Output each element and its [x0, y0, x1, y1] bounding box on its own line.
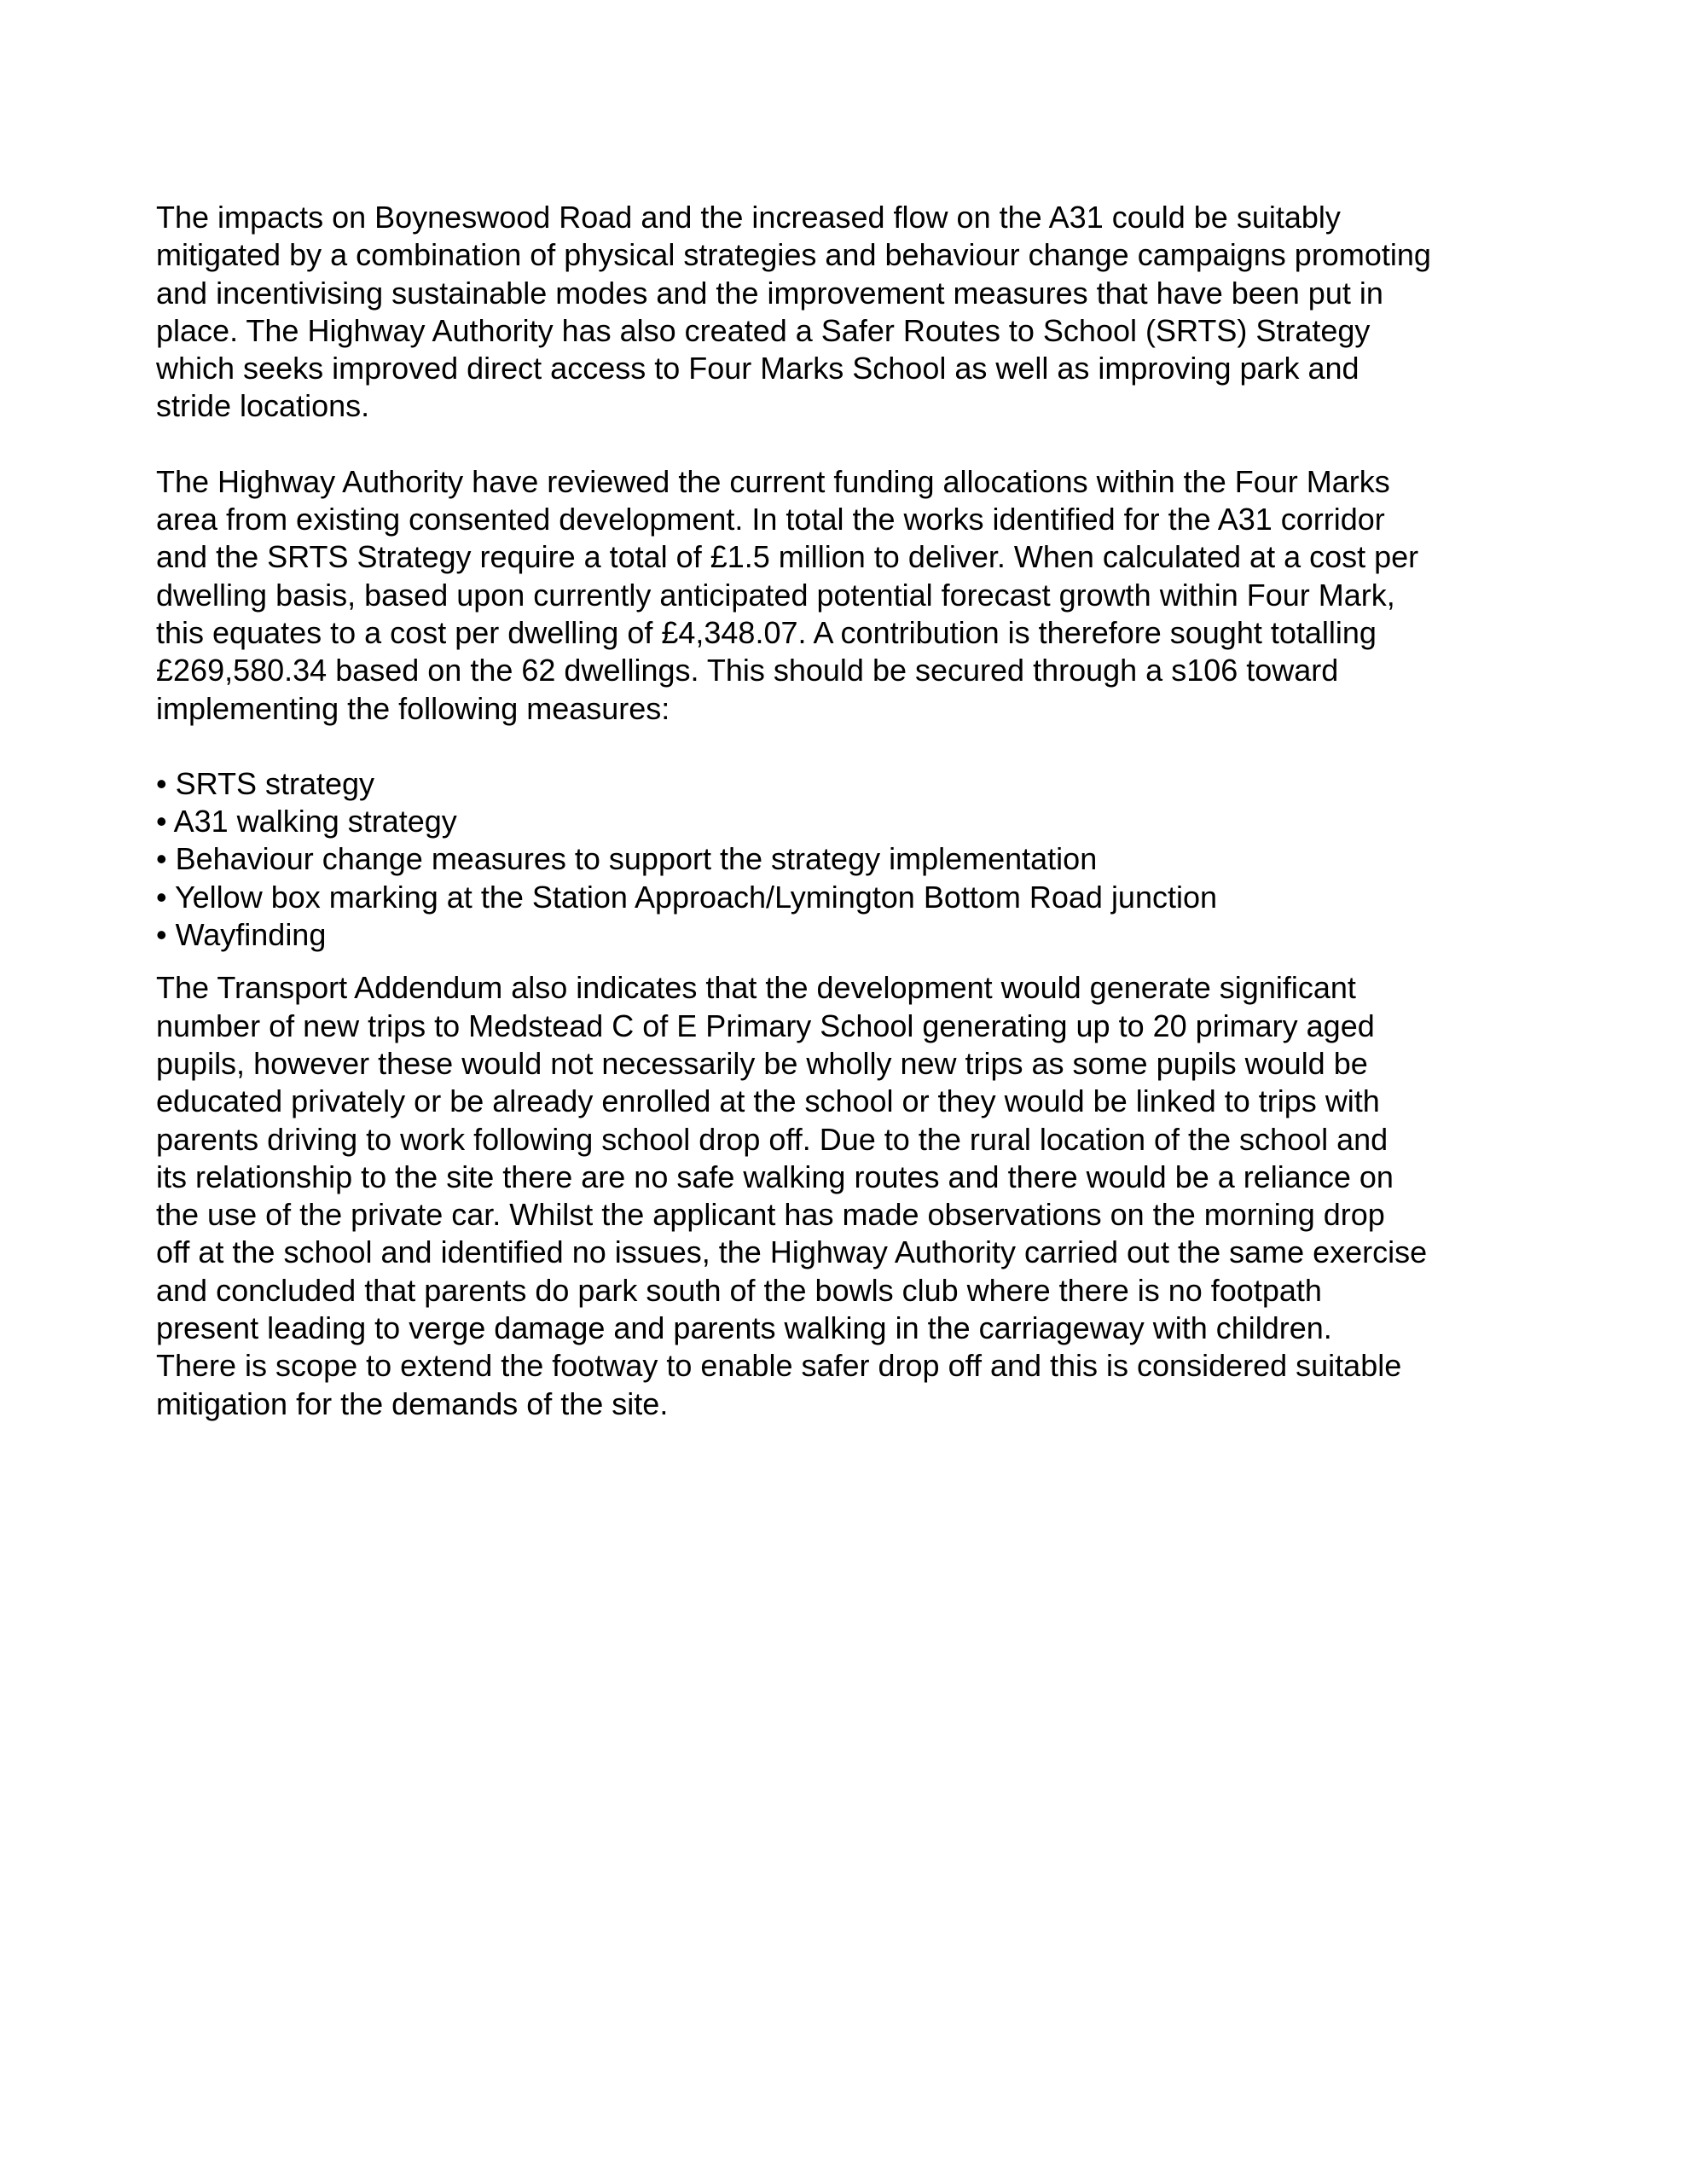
paragraph-spacer	[156, 954, 1555, 969]
text-line: number of new trips to Medstead C of E Primary School generating up to 20 primary aged	[156, 1008, 1375, 1043]
text-line: area from existing consented development. In total the works identified for the A31 corridor	[156, 502, 1385, 537]
text-line: The Transport Addendum also indicates that the development would generate significant	[156, 970, 1356, 1006]
list-item: • Behaviour change measures to support the strategy implementation	[156, 841, 1098, 877]
text-line: mitigated by a combination of physical strategies and behaviour change campaigns promoting	[156, 237, 1431, 273]
text-line: present leading to verge damage and parents walking in the carriageway with children.	[156, 1310, 1332, 1346]
text-line: mitigation for the demands of the site.	[156, 1385, 669, 1421]
text-line: stride locations.	[156, 388, 370, 424]
document-body	[156, 199, 1555, 1423]
text-line: educated privately or be already enrolled at the school or they would be linked to trips with	[156, 1083, 1380, 1119]
text-line: £269,580.34 based on the 62 dwellings. This should be secured through a s106 toward	[156, 653, 1339, 688]
list-item: • Wayfinding	[156, 917, 327, 953]
text-line: and incentivising sustainable modes and the improvement measures that have been put in	[156, 275, 1383, 311]
text-line: the use of the private car. Whilst the applicant has made observations on the morning drop	[156, 1197, 1385, 1233]
paragraph-spacer	[156, 728, 1555, 765]
paragraph-spacer	[156, 426, 1555, 463]
paragraph-funding-allocations	[156, 463, 1555, 728]
list-item: • A31 walking strategy	[156, 804, 457, 839]
list-item: • Yellow box marking at the Station Approach/Lymington Bottom Road junction	[156, 879, 1218, 915]
text-line: this equates to a cost per dwelling of £4,348.07. A contribution is therefore sought totalling	[156, 614, 1377, 650]
text-line: which seeks improved direct access to Four Marks School as well as improving park and	[156, 351, 1359, 386]
text-line: parents driving to work following school drop off. Due to the rural location of the school and	[156, 1121, 1388, 1157]
text-line: dwelling basis, based upon currently anticipated potential forecast growth within Four Mark,	[156, 577, 1395, 613]
text-line: pupils, however these would not necessarily be wholly new trips as some pupils would be	[156, 1045, 1368, 1081]
text-line: and concluded that parents do park south of the bowls club where there is no footpath	[156, 1272, 1322, 1308]
text-line: place. The Highway Authority has also created a Safer Routes to School (SRTS) Strategy	[156, 312, 1371, 348]
paragraph-transport-addendum	[156, 969, 1555, 1423]
text-line: its relationship to the site there are no safe walking routes and there would be a reliance on	[156, 1159, 1394, 1194]
paragraph-impacts-boyneswood-road	[156, 199, 1555, 426]
text-line: The impacts on Boyneswood Road and the increased flow on the A31 could be suitably	[156, 200, 1341, 235]
text-line: implementing the following measures:	[156, 690, 670, 726]
list-item: • SRTS strategy	[156, 765, 375, 801]
text-line: There is scope to extend the footway to enable safer drop off and this is considered suitable	[156, 1348, 1402, 1384]
text-line: and the SRTS Strategy require a total of £1.5 million to deliver. When calculated at a cost per	[156, 539, 1419, 575]
text-line: off at the school and identified no issues, the Highway Authority carried out the same exercise	[156, 1234, 1428, 1270]
measures-bullet-list	[156, 765, 1555, 954]
text-line: The Highway Authority have reviewed the current funding allocations within the Four Marks	[156, 463, 1390, 499]
